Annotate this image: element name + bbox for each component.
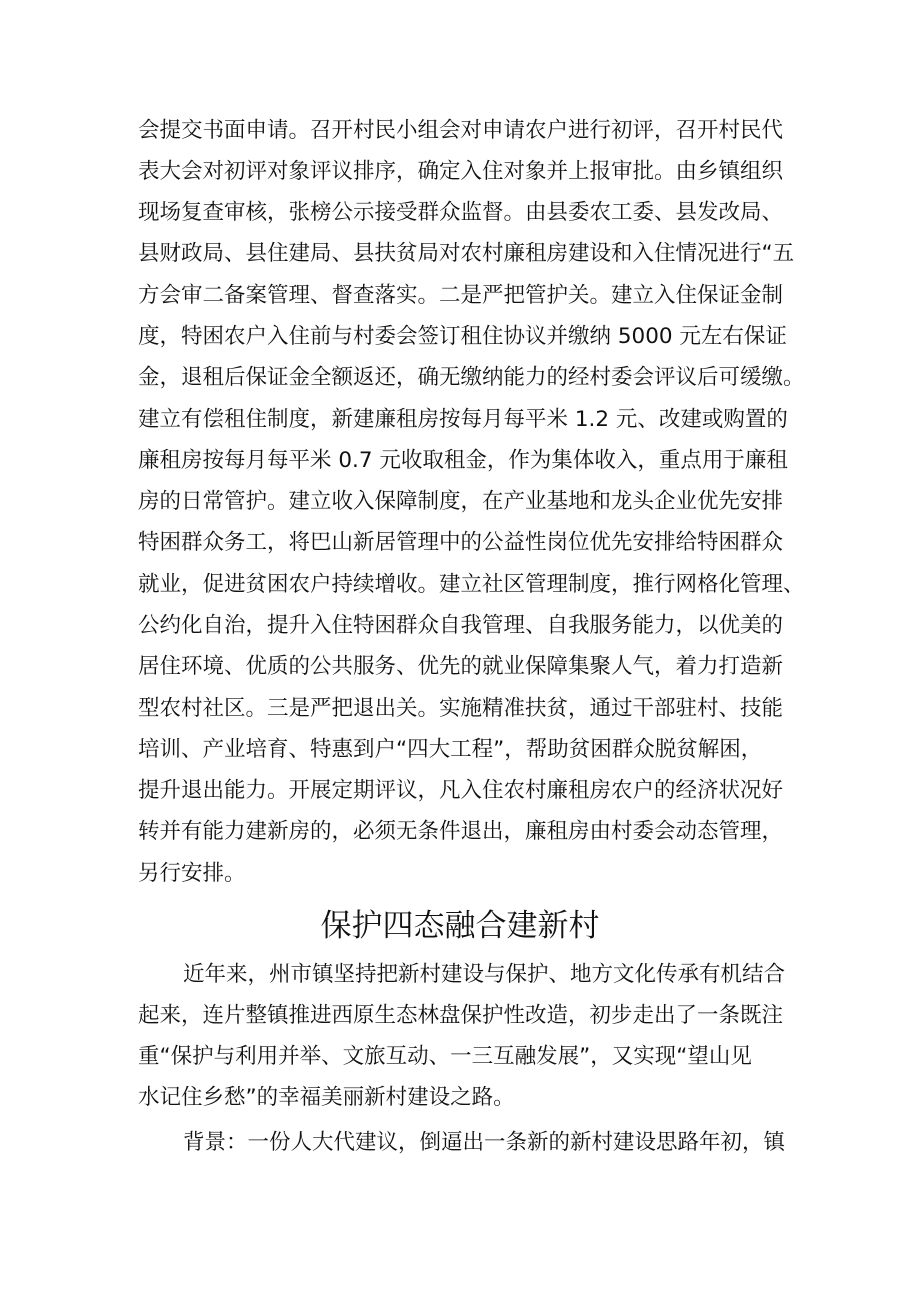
body-text-line: 近年来，州市镇坚持把新村建设与保护、地方文化传承有机结合 bbox=[183, 962, 786, 987]
body-text-line: 表大会对初评对象评议排序，确定入住对象并上报审批。由乡镇组织 bbox=[138, 159, 784, 184]
body-text-line: 县财政局、县住建局、县扶贫局对农村廉租房建设和入住情况进行“五 bbox=[138, 241, 795, 266]
body-text-line: 另行安排。 bbox=[138, 861, 246, 886]
body-text-line: 培训、产业培育、特惠到户“四大工程”，帮助贫困群众脱贫解困， bbox=[138, 737, 763, 762]
body-text-line: 型农村社区。三是严把退出关。实施精准扶贫，通过干部驻村、技能 bbox=[138, 696, 784, 721]
body-text-line: 居住环境、优质的公共服务、优先的就业保障集聚人气，着力打造新 bbox=[138, 654, 784, 679]
body-text-line: 提升退出能力。开展定期评议，凡入住农村廉租房农户的经济状况好 bbox=[138, 778, 784, 803]
body-text-line: 度，特困农户入住前与村委会签订租住协议并缴纳 5000 元左右保证 bbox=[138, 324, 787, 349]
body-text-line: 重“保护与利用并举、文旅互动、一三互融发展”，又实现“望山见 bbox=[138, 1044, 752, 1069]
body-text-line: 廉租房按每月每平米 0.7 元收取租金，作为集体收入，重点用于廉租 bbox=[138, 448, 788, 473]
body-text-line: 水记住乡愁”的幸福美丽新村建设之路。 bbox=[138, 1085, 515, 1110]
body-text-line: 现场复查审核，张榜公示接受群众监督。由县委农工委、县发改局、 bbox=[138, 200, 784, 225]
section-title: 保护四态融合建新村 bbox=[320, 908, 600, 944]
body-text-line: 就业，促进贫困农户持续增收。建立社区管理制度，推行网格化管理、 bbox=[138, 572, 805, 597]
body-text-line: 方会审二备案管理、督查落实。二是严把管护关。建立入住保证金制 bbox=[138, 283, 784, 308]
body-text-line: 起来，连片整镇推进西原生态林盘保护性改造，初步走出了一条既注 bbox=[138, 1003, 784, 1028]
body-text-line: 公约化自治，提升入住特困群众自我管理、自我服务能力，以优美的 bbox=[138, 613, 784, 638]
body-text-line: 背景：一份人大代建议，倒逼出一条新的新村建设思路年初，镇 bbox=[183, 1130, 786, 1155]
body-text-line: 特困群众务工，将巴山新居管理中的公益性岗位优先安排给特困群众 bbox=[138, 530, 784, 555]
body-text-line: 转并有能力建新房的，必须无条件退出，廉租房由村委会动态管理， bbox=[138, 819, 784, 844]
body-text-line: 金，退租后保证金全额返还，确无缴纳能力的经村委会评议后可缓缴。 bbox=[138, 365, 805, 390]
body-text-line: 会提交书面申请。召开村民小组会对申请农户进行初评，召开村民代 bbox=[138, 118, 784, 143]
body-text-line: 房的日常管护。建立收入保障制度，在产业基地和龙头企业优先安排 bbox=[138, 489, 784, 514]
body-text-line: 建立有偿租住制度，新建廉租房按每月每平米 1.2 元、改建或购置的 bbox=[138, 407, 788, 432]
